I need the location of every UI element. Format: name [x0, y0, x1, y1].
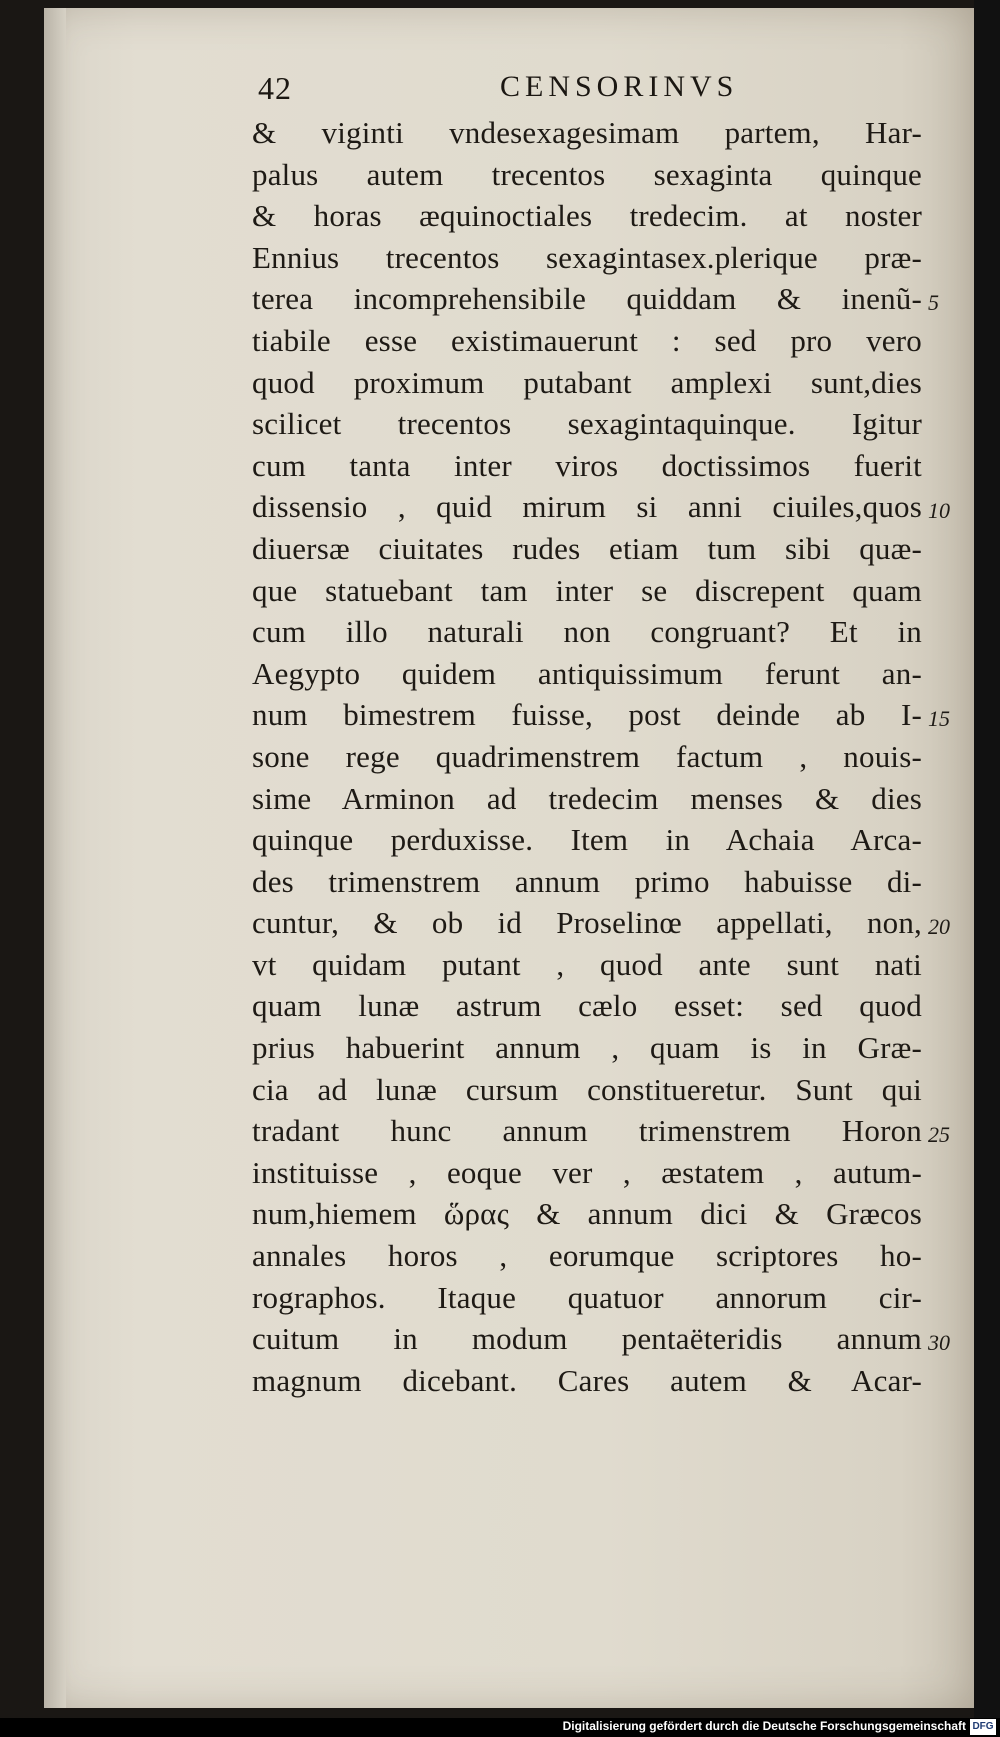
text-line: instituisse , eoque ver , æstatem , autum-: [252, 1154, 922, 1190]
margin-line-number: 30: [928, 1330, 950, 1356]
text-line: magnum dicebant. Cares autem & Acar-: [252, 1362, 922, 1398]
text-line: num,hiemem ὥρας & annum dici & Græcos: [252, 1196, 922, 1232]
footer-bar: [0, 1718, 1000, 1737]
text-line: quam lunæ astrum cælo esset: sed quod: [252, 988, 922, 1024]
text-line: prius habuerint annum , quam is in Græ-: [252, 1030, 922, 1066]
text-line: terea incomprehensibile quiddam & inenũ-: [252, 281, 922, 317]
text-line: vt quidam putant , quod ante sunt nati: [252, 946, 922, 982]
text-line: cum tanta inter viros doctissimos fuerit: [252, 447, 922, 483]
text-line: annales horos , eorumque scriptores ho-: [252, 1238, 922, 1274]
page-header: [258, 70, 918, 110]
text-line: cuitum in modum pentaëteridis annum: [252, 1321, 922, 1357]
text-line: cuntur, & ob id Proselinœ appellati, non,: [252, 905, 922, 941]
margin-line-number: 10: [928, 498, 950, 524]
text-line: quod proximum putabant amplexi sunt,dies: [252, 364, 922, 400]
text-line: palus autem trecentos sexaginta quinque: [252, 156, 922, 192]
text-line: tiabile esse existimauerunt : sed pro vero: [252, 322, 922, 358]
text-line: cum illo naturali non congruant? Et in: [252, 614, 922, 650]
text-line: sime Arminon ad tredecim menses & dies: [252, 780, 922, 816]
text-line: num bimestrem fuisse, post deinde ab I-: [252, 697, 922, 733]
margin-line-number: 25: [928, 1122, 950, 1148]
text-line: que statuebant tam inter se discrepent quam: [252, 572, 922, 608]
text-line: & horas æquinoctiales tredecim. at noster: [252, 198, 922, 234]
text-line: scilicet trecentos sexagintaquinque. Igitur: [252, 406, 922, 442]
page-number: 42: [258, 70, 292, 106]
footer-credit: Digitalisierung gefördert durch die Deutsche Forschungsgemeinschaft: [562, 1719, 966, 1733]
text-line: des trimenstrem annum primo habuisse di-: [252, 863, 922, 899]
margin-line-number: 20: [928, 914, 950, 940]
text-line: rographos. Itaque quatuor annorum cir-: [252, 1279, 922, 1315]
body-text: [252, 112, 922, 1401]
scan-border: [974, 0, 1000, 1718]
dfg-logo: DFG: [970, 1719, 996, 1735]
text-line: Aegypto quidem antiquissimum ferunt an-: [252, 655, 922, 691]
text-line: cia ad lunæ cursum constitueretur. Sunt qui: [252, 1071, 922, 1107]
text-line: dissensio , quid mirum si anni ciuiles,quos: [252, 489, 922, 525]
text-line: & viginti vndesexagesimam partem, Har-: [252, 115, 922, 150]
text-line: tradant hunc annum trimenstrem Horon: [252, 1113, 922, 1149]
text-line: sone rege quadrimenstrem factum , nouis-: [252, 738, 922, 774]
margin-line-number: 15: [928, 706, 950, 732]
text-line: Ennius trecentos sexagintasex.plerique præ-: [252, 239, 922, 275]
running-title: CENSORINVS: [500, 70, 739, 103]
page-gutter: [44, 8, 66, 1708]
margin-line-number: 5: [928, 290, 939, 316]
text-line: diuersæ ciuitates rudes etiam tum sibi quæ-: [252, 530, 922, 566]
text-line: quinque perduxisse. Item in Achaia Arca-: [252, 822, 922, 858]
